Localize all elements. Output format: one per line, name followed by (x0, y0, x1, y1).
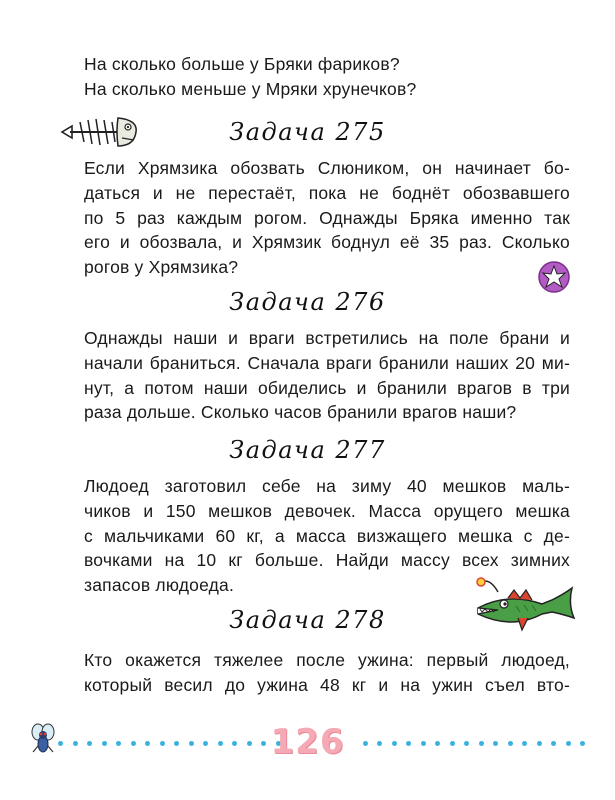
problem-line: Если Хрямзика обозвать Слюником, он начинает бо- (84, 158, 570, 178)
problem-line: его и обозвала, и Хрямзик боднул её 35 раз. Сколько (84, 232, 570, 253)
problem-title: Задача 276 (229, 288, 386, 316)
problem-line: запасов людоеда. (84, 575, 235, 596)
problem-title: Задача 277 (229, 436, 386, 464)
problem-line: чиков и 150 мешков девочек. Масса орущего мешка (84, 500, 570, 521)
problem-line: Кто окажется тяжелее после ужина: первый людоед, (84, 650, 570, 670)
problem-title: Задача 275 (229, 118, 386, 146)
problem-text (84, 326, 570, 425)
problem-line: Однажды наши и враги встретились на поле брани и (84, 328, 570, 348)
problem-text (84, 648, 570, 698)
problem-line: с мальчиками 60 кг, а масса визжащего мешка с де- (84, 525, 570, 546)
problem-line: который весил до ужина 48 кг и на ужин съел вто- (84, 674, 570, 695)
problem-line: Людоед заготовил себе на зиму 40 мешков маль- (84, 476, 570, 496)
problem-line: начали браниться. Сначала враги бранили наших 20 ми- (84, 352, 570, 373)
problem-text (84, 156, 570, 280)
problem-title: Задача 278 (229, 606, 386, 634)
problem-line: нут, а потом наши обиделись и бранили врагов в три (84, 377, 570, 398)
problem-line: раза дольше. Сколько часов бранили врагов наши? (84, 402, 517, 423)
intro-text (84, 52, 570, 102)
page-number: 126 (270, 722, 345, 762)
problem-line: даться и не перестаёт, пока не боднёт обозвавшего (84, 182, 570, 203)
problem-line: вочками на 10 кг больше. Найди массу всех зимних (84, 550, 570, 571)
intro-line: На сколько меньше у Мряки хрунечков? (84, 78, 417, 99)
problem-line: по 5 раз каждым рогом. Однажды Бряка именно так (84, 207, 570, 228)
intro-line: На сколько больше у Бряки фариков? (84, 54, 400, 74)
problem-line: рогов у Хрямзика? (84, 257, 239, 278)
